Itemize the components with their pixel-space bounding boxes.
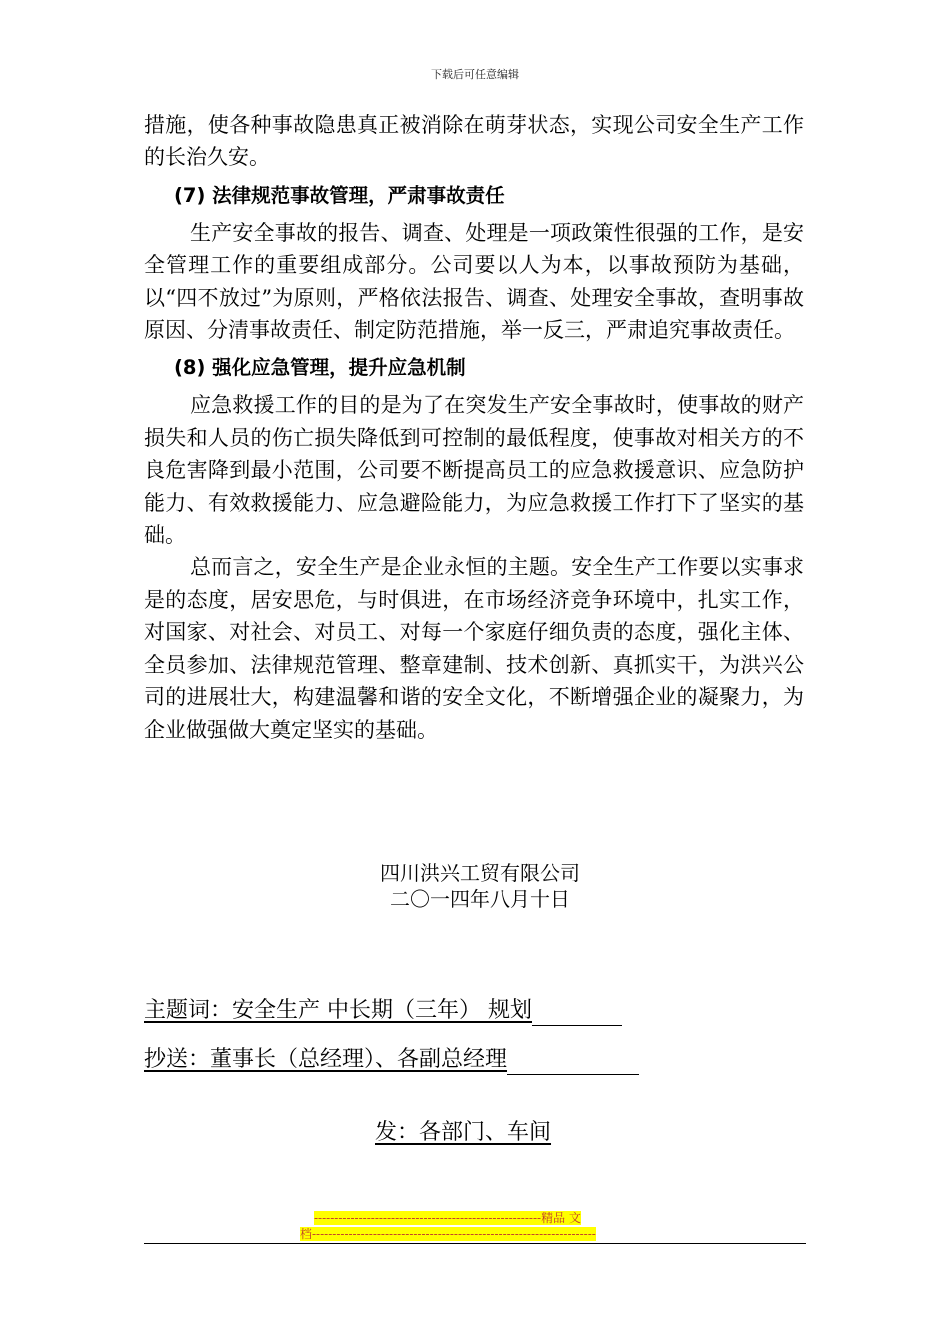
section-heading-8: (8) 强化应急管理，提升应急机制 [174,356,466,380]
signature-date: 二〇一四年八月十日 [390,887,570,911]
cc-recipients: 抄送：董事长（总经理）、各副总经理 [144,1047,508,1072]
company-name: 四川洪兴工贸有限公司 [380,861,580,885]
distribution-recipients: 发：各部门、车间 [375,1120,552,1145]
footer-line-1: --------------------------------------------------------精品 文 [314,1211,581,1225]
paragraph-conclusion: 总而言之，安全生产是企业永恒的主题。安全生产工作要以实事求是的态度，居安思危，与时俱进，在市场经济竞争环境中，扎实工作，对国家、对社会、对员工、对每一个家庭仔细负责的态度，强化主体、全员参加、法律规范管理、整章建制、技术创新、真抓实干，为洪兴公司的进展壮大，构建温馨和谐的安全文化，不断增强企业的凝聚力，为企业做强做大奠定坚实的基础。 [144,555,804,742]
topic-words: 主题词：安全生产 中长期（三年） 规划 [144,998,532,1023]
section-heading-7: (7) 法律规范事故管理，严肃事故责任 [174,183,505,207]
cc-line [144,1045,639,1075]
paragraph-emergency-management: 应急救援工作的目的是为了在突发生产安全事故时，使事故的财产损失和人员的伤亡损失降低到可控制的最低程度，使事故对相关方的不良危害降到最小范围，公司要不断提高员工的应急救援意识、应急防护能力、有效救援能力、应急避险能力，为应急救援工作打下了坚实的基础。 [144,393,804,548]
topic-underline-fill [532,1001,622,1026]
page-header: 下载后可任意编辑 [431,68,519,81]
paragraph-accident-management: 生产安全事故的报告、调查、处理是一项政策性很强的工作，是安全管理工作的重要组成部分。公司要以人为本，以事故预防为基础，以“四不放过”为原则，严格依法报告、调查、处理安全事故，查明事故原因、分清事故责任、制定防范措施，举一反三，严肃追究事故责任。 [144,220,804,343]
topic-words-line [144,996,622,1026]
distribution-line [375,1118,551,1148]
footer-watermark [300,1210,650,1242]
cc-underline-fill [507,1050,639,1075]
footer-line-2: 档---------------------------------------------------------------------- [300,1227,596,1241]
footer-rule [144,1243,806,1244]
document-body [144,109,804,746]
paragraph-continuation: 措施，使各种事故隐患真正被消除在萌芽状态，实现公司安全生产工作的长治久安。 [144,113,804,170]
signature-block [0,860,950,912]
